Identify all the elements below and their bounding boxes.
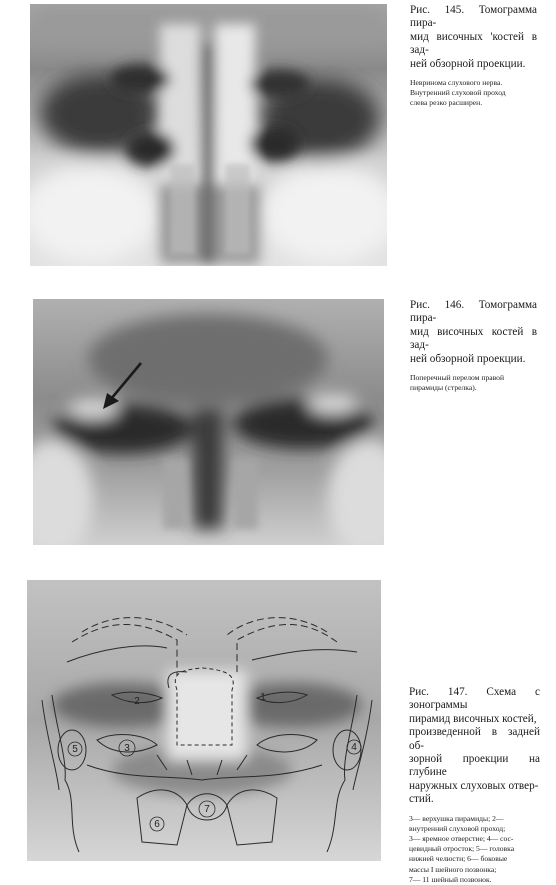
- caption-body-line: Невринома слухового нерва.: [410, 78, 503, 88]
- schema-label: 2: [134, 696, 140, 707]
- caption-title-line: наружных слуховых отвер-: [409, 779, 539, 792]
- caption-body-line: 3— верхушка пирамиды; 2—: [409, 813, 504, 823]
- caption-title-line: мид височных 'костей в зад-: [410, 30, 537, 57]
- caption-title-line: произведенной в задней об-: [409, 726, 540, 752]
- caption-description: [409, 814, 540, 885]
- caption-body-line: массы I шейного позвонка;: [409, 864, 497, 874]
- caption-body-line: слева резко расширен.: [410, 98, 483, 108]
- schema-label: 3: [124, 743, 130, 754]
- schema-label: 7: [204, 804, 210, 815]
- schema-figure-147: [27, 580, 381, 861]
- caption-147: [409, 686, 540, 885]
- caption-body-line: внутренний слуховой проход;: [409, 823, 506, 833]
- tomogram-figure-146: [33, 299, 384, 545]
- schema-label: 6: [154, 819, 160, 830]
- caption-title: [410, 299, 537, 366]
- caption-title: [410, 4, 537, 71]
- caption-body-line: цевидный отросток; 5— головка: [409, 844, 515, 854]
- caption-title-line: ней обзорной проекции.: [410, 352, 526, 365]
- caption-145: [410, 4, 537, 109]
- caption-title-line: Рис. 145. Томограмма пира-: [410, 4, 537, 30]
- caption-title-line: стий.: [409, 793, 434, 806]
- caption-body-line: Внутренний слуховой проход: [410, 88, 506, 98]
- schema-label: 5: [72, 744, 78, 755]
- caption-title-line: пирамид височных костей,: [409, 712, 537, 725]
- caption-146: [410, 299, 537, 393]
- caption-title-line: мид височных костей в зад-: [410, 325, 537, 352]
- schema-label: 1: [260, 692, 266, 703]
- caption-body-line: Поперечный перелом правой: [410, 373, 505, 383]
- tomogram-figure-145: [30, 4, 387, 266]
- caption-title-line: зорной проекции на глубине: [409, 753, 540, 779]
- caption-title-line: Рис. 147. Схема с зонограммы: [409, 686, 540, 712]
- caption-body-line: 7— 11 шейный позвонок.: [409, 874, 492, 884]
- caption-body-line: нижней челюсти; 6— боковые: [409, 854, 508, 864]
- caption-title-line: ней обзорной проекции.: [410, 57, 526, 70]
- caption-description: [410, 78, 537, 109]
- caption-title-line: Рис. 146. Томограмма пира-: [410, 299, 537, 325]
- schema-label: 4: [351, 742, 357, 753]
- caption-description: [410, 373, 537, 393]
- caption-title: [409, 686, 540, 807]
- caption-body-line: 3— яремное отверстие; 4— сос-: [409, 834, 514, 844]
- caption-body-line: пирамиды (стрелка).: [410, 383, 477, 393]
